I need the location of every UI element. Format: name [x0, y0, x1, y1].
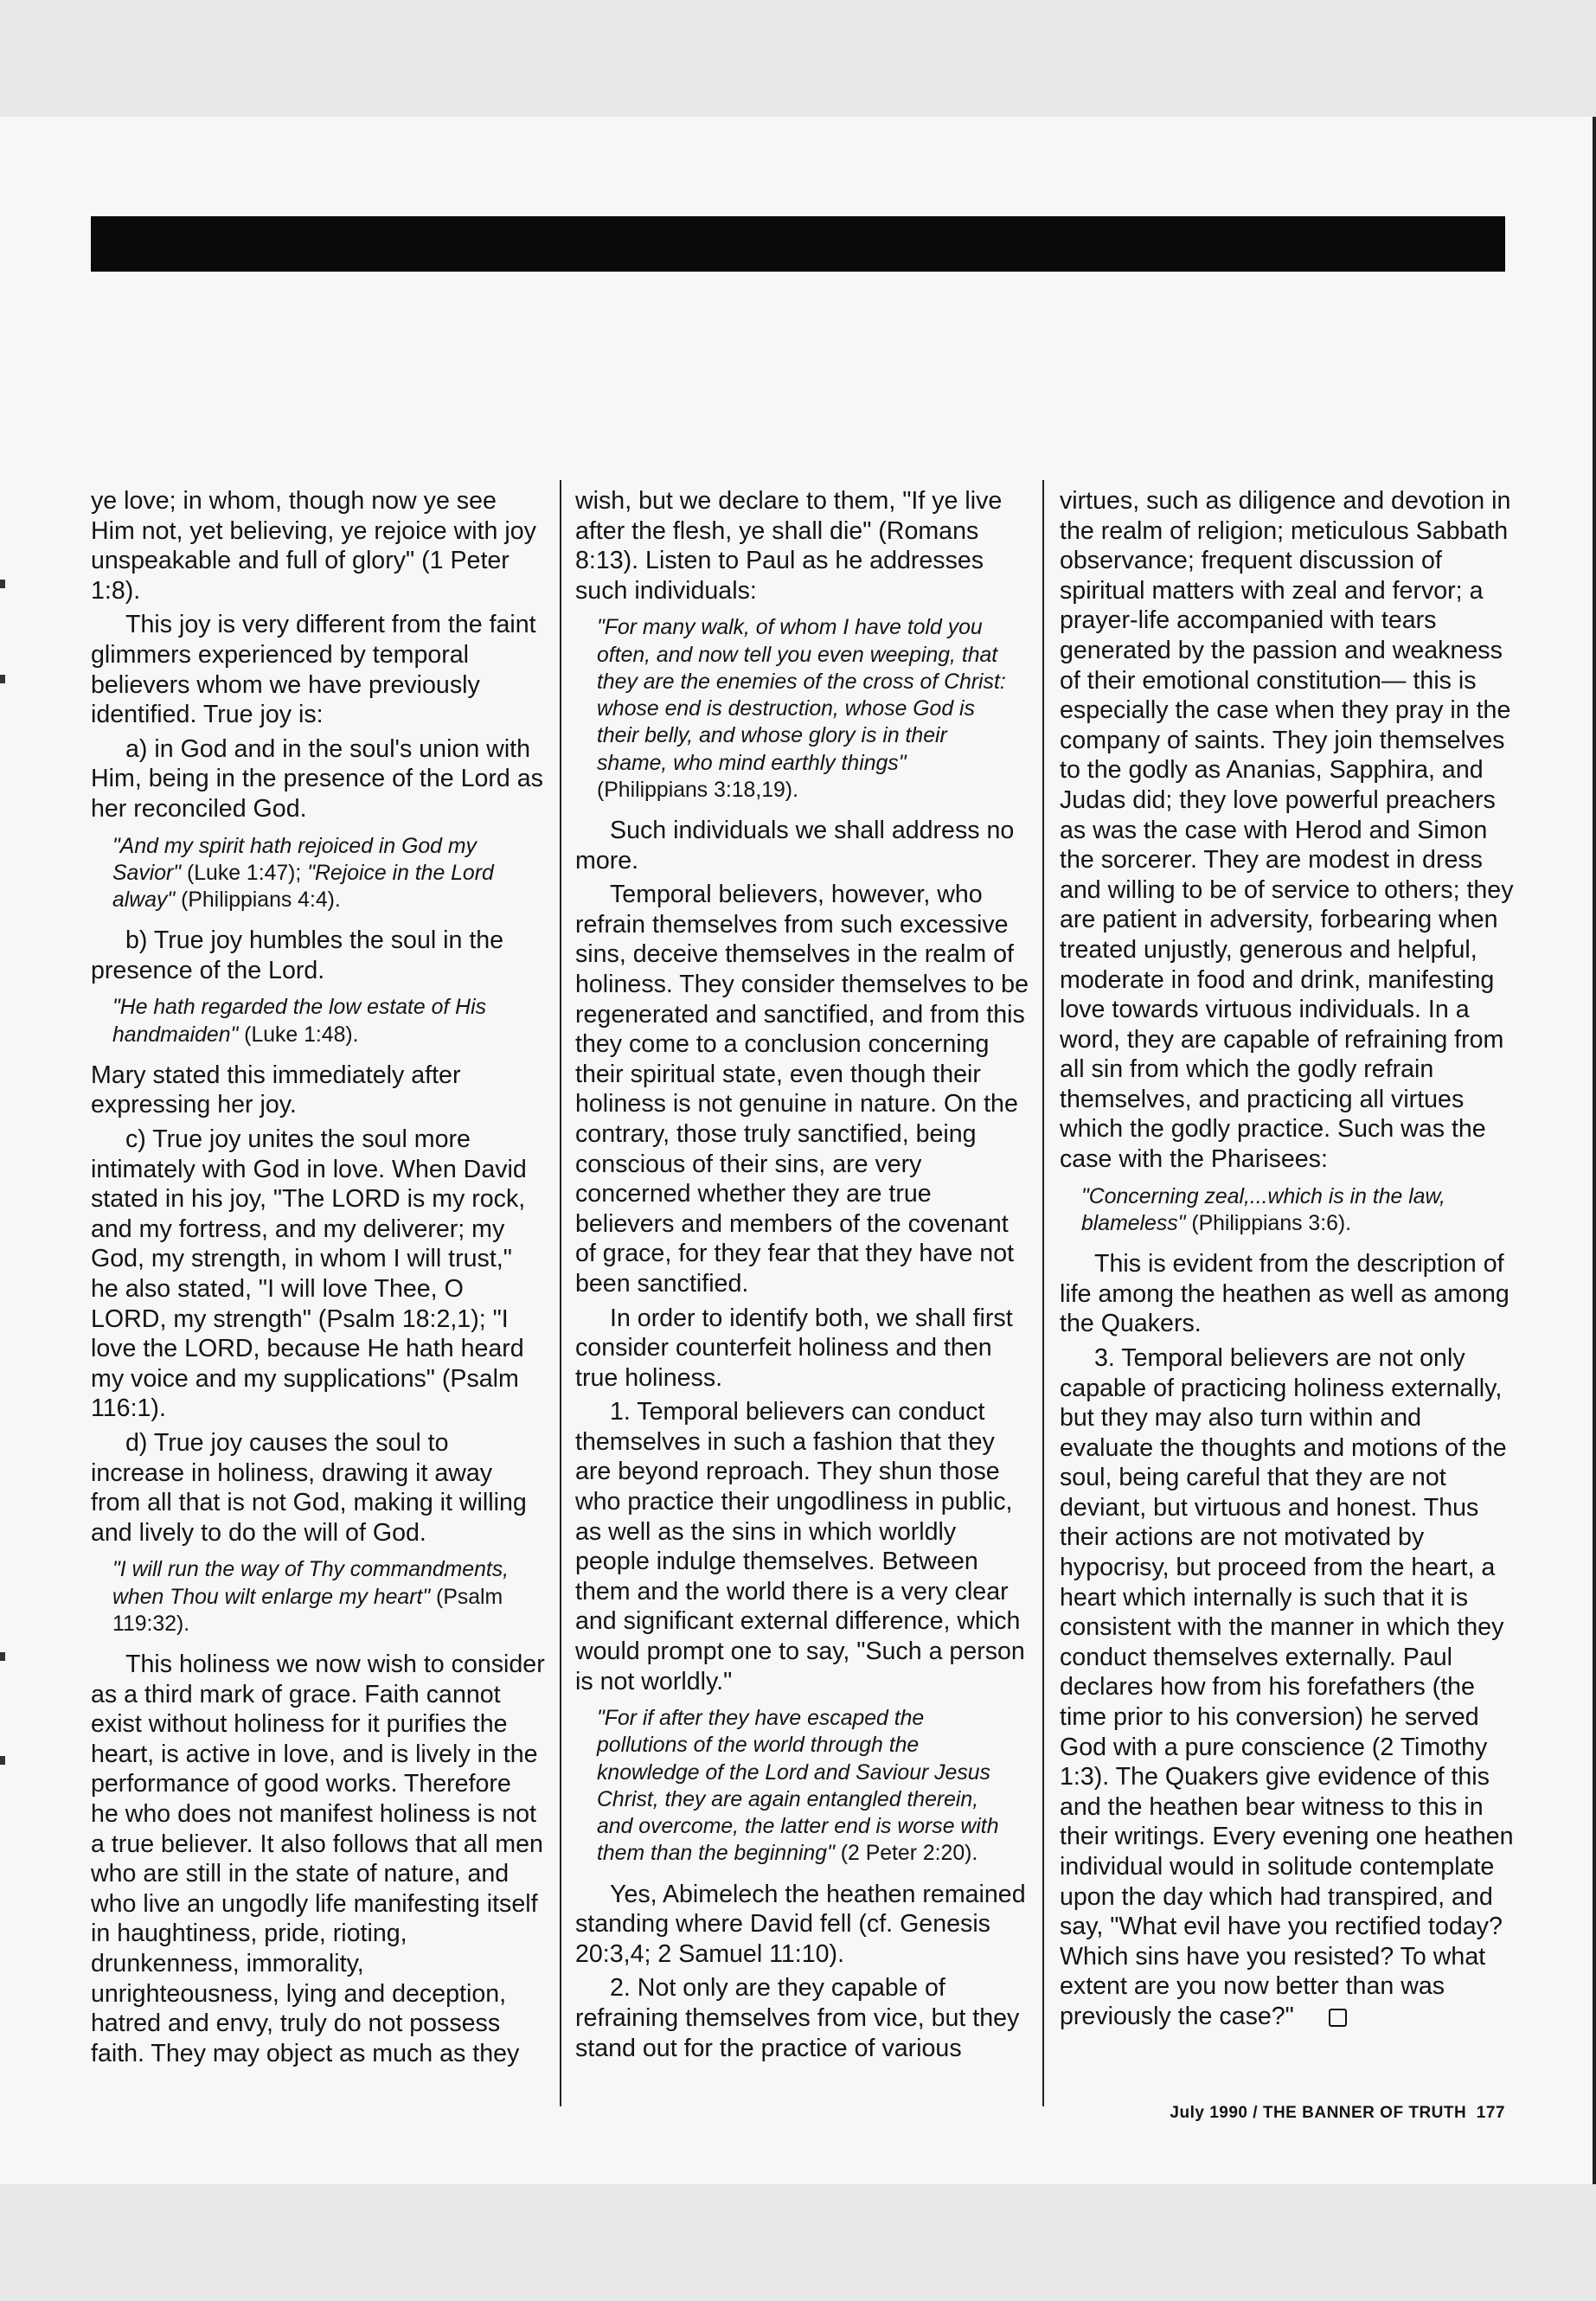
page-footer [1170, 2104, 1505, 2123]
body-paragraph [91, 1650, 545, 2068]
paragraph-text: Such individuals we shall address no more. [575, 817, 1015, 875]
body-paragraph [575, 1304, 1029, 1394]
quote-reference: (Philippians 3:18,19). [597, 778, 798, 802]
quote-text: "For many walk, of whom I have told you often, and now tell you even weeping, that they are the enemies of the cross of Christ: whose end is destruction, whose God is their belly, and whose glory is in their shame, who mind earthly things" [597, 616, 1006, 775]
body-paragraph [91, 1428, 545, 1548]
quote-reference: (Luke 1:47); [181, 861, 308, 885]
body-paragraph [91, 926, 545, 985]
quote-text: "Concerning zeal,...which is in the law, blameless" [1081, 1184, 1445, 1235]
paragraph-text: a) in God and in the soul's union with Him, being in the presence of the Lord as her reconciled God. [91, 734, 543, 823]
body-paragraph [575, 1880, 1029, 1970]
paragraph-text: virtues, such as diligence and devotion in the realm of religion; meticulous Sabbath observance; frequent discussion of spiritual matters with zeal and fervor; a prayer-life accompanied with tears generated by the passion and weakness of their emotional constitution— this is especially the case when they pray in the company of saints. They join themselves to the godly as Ananias, Sapphira, and Judas did; they love powerful preachers as was the case with Herod and Simon the sorcerer. They are modest in dress and willing to be of service to others; they are patient in adversity, forbearing when treated unjustly, generous and helpful, moderate in food and drink, manifesting love towards virtuous individuals. In a word, they are capable of refraining from all sin from which the godly refrain themselves, and practicing all virtues which the godly practice. Such was the case with the Pharisees: [1060, 487, 1514, 1174]
paragraph-text: This holiness we now wish to consider as a third mark of grace. Faith cannot exist without holiness for it purifies the heart, is active in love, and is lively in the performance of good works. Therefore he who does not manifest holiness is not a true believer. It also follows that all men who are still in the state of nature, and who live an ungodly life manifesting itself in haughtiness, pride, rioting, drunkenness, immorality, unrighteousness, lying and deception, hatred and envy, truly do not possess faith. They may object as much as they [91, 1650, 545, 2067]
text-column-2 [575, 486, 1029, 2067]
paragraph-text: In order to identify both, we shall first consider counterfeit holiness and then true holiness. [575, 1304, 1013, 1392]
quote-reference: (Psalm 119:32). [112, 1585, 503, 1636]
scripture-quote [597, 1705, 1016, 1867]
body-paragraph [1060, 1249, 1514, 1339]
scripture-quote [112, 1556, 531, 1638]
body-paragraph [575, 1973, 1029, 2063]
paragraph-text: Mary stated this immediately after expressing her joy. [91, 1061, 461, 1119]
column-divider-1 [560, 480, 561, 2106]
header-banner [91, 216, 1505, 272]
body-paragraph [575, 1397, 1029, 1696]
paragraph-text: c) True joy unites the soul more intimately with God in love. When David stated in his joy, "The LORD is my rock, and my fortress, and my deliverer; my God, my strength, in whom I will trust," he also stated, "I will love Thee, O LORD, my strength" (Psalm 18:2,1); "I love the LORD, because He hath heard my voice and my supplications" (Psalm 116:1). [91, 1125, 527, 1423]
scripture-quote [597, 614, 1016, 804]
paragraph-text: d) True joy causes the soul to increase in holiness, drawing it away from all that is not God, making it willing and lively to do the will of God. [91, 1429, 527, 1547]
scripture-quote [112, 994, 531, 1048]
text-column-3 [1060, 486, 1514, 2036]
quote-reference: (Luke 1:48). [238, 1022, 359, 1047]
page-edge-line [1593, 117, 1596, 2184]
quote-reference: (Philippians 3:6). [1185, 1211, 1352, 1235]
paragraph-text: This is evident from the description of life among the heathen as well as among the Quakers. [1060, 1250, 1509, 1338]
body-paragraph [1060, 486, 1514, 1175]
paragraph-text: 2. Not only are they capable of refraining themselves from vice, but they stand out for the practice of various [575, 1974, 1020, 2062]
scripture-quote [112, 833, 531, 914]
paragraph-text: This joy is very different from the faint glimmers experienced by temporal believers whom we have previously identified. True joy is: [91, 611, 536, 729]
paragraph-text: Temporal believers, however, who refrain themselves from such excessive sins, deceive themselves in the realm of holiness. They consider themselves to be regenerated and sanctified, and from this they come to a conclusion concerning their spiritual state, even though their holiness is not genuine in nature. On the contrary, those truly sanctified, being conscious of their sins, are very concerned whether they are true believers and members of the covenant of grace, for they fear that they have not been sanctified. [575, 881, 1029, 1298]
quote-text: "Rejoice in the Lord alway" [112, 861, 494, 912]
quote-reference: (Philippians 4:4). [175, 888, 341, 912]
body-paragraph [575, 816, 1029, 875]
quote-reference: (2 Peter 2:20). [834, 1842, 978, 1866]
paragraph-text: 3. Temporal believers are not only capable of practicing holiness externally, but they may also turn within and evaluate the thoughts and motions of the soul, being careful that they are not deviant, but virtuous and honest. Thus their actions are not motivated by hypocrisy, but proceed from the heart, a heart which internally is such that it is consistent with the manner in which they conduct themselves externally. Paul declares how from his forefathers (the time prior to his conversion) he served God with a pure conscience (2 Timothy 1:3). The Quakers give evidence of this and the heathen bear witness to this in their writings. Every evening one heathen individual would in solitude contemplate upon the day which had transpired, and say, "What evil have you rectified today? Which sins have you resisted? To what extent are you now better than was previously the case?" [1060, 1343, 1514, 2030]
paragraph-text: wish, but we declare to them, "If ye live after the flesh, ye shall die" (Romans 8:13). Listen to Paul as he addresses such individuals: [575, 487, 1003, 605]
body-paragraph [91, 734, 545, 824]
paragraph-text: ye love; in whom, though now ye see Him not, yet believing, ye rejoice with joy unspeakable and full of glory" (1 Peter 1:8). [91, 487, 536, 605]
quote-text: "He hath regarded the low estate of His handmaiden" [112, 996, 486, 1047]
page-number: 177 [1476, 2104, 1505, 2122]
paragraph-text: b) True joy humbles the soul in the presence of the Lord. [91, 926, 504, 984]
body-paragraph [91, 610, 545, 729]
publication-name: THE BANNER OF TRUTH [1262, 2104, 1467, 2122]
body-paragraph [91, 486, 545, 606]
scripture-quote [1081, 1183, 1500, 1237]
body-paragraph [575, 880, 1029, 1298]
paragraph-text: Yes, Abimelech the heathen remained standing where David fell (cf. Genesis 20:3,4; 2 Samuel 11:10). [575, 1880, 1026, 1968]
quote-text: "I will run the way of Thy commandments, when Thou wilt enlarge my heart" [112, 1558, 510, 1609]
body-paragraph [575, 486, 1029, 606]
quote-text: "And my spirit hath rejoiced in God my Savior" [112, 834, 477, 885]
column-divider-2 [1042, 480, 1044, 2106]
paragraph-text: 1. Temporal believers can conduct themselves in such a fashion that they are beyond reproach. They shun those who practice their ungodliness in public, as well as the sins in which worldly people indulge themselves. Between them and the world there is a very clear and significant external difference, which would prompt one to say, "Such a person is not worldly." [575, 1398, 1025, 1695]
body-paragraph [91, 1125, 545, 1424]
footer-separator: / [1247, 2104, 1263, 2122]
body-paragraph [91, 1061, 545, 1120]
end-of-article-icon [1329, 2009, 1347, 2027]
issue-date: July 1990 [1170, 2104, 1248, 2122]
quote-text: "For if after they have escaped the pollutions of the world through the knowledge of the Lord and Saviour Jesus Christ, they are again entangled therein, and overcome, the latter end is worse with them than the beginning" [597, 1707, 999, 1866]
text-column-1 [91, 486, 545, 2073]
body-paragraph [1060, 1343, 1514, 2032]
